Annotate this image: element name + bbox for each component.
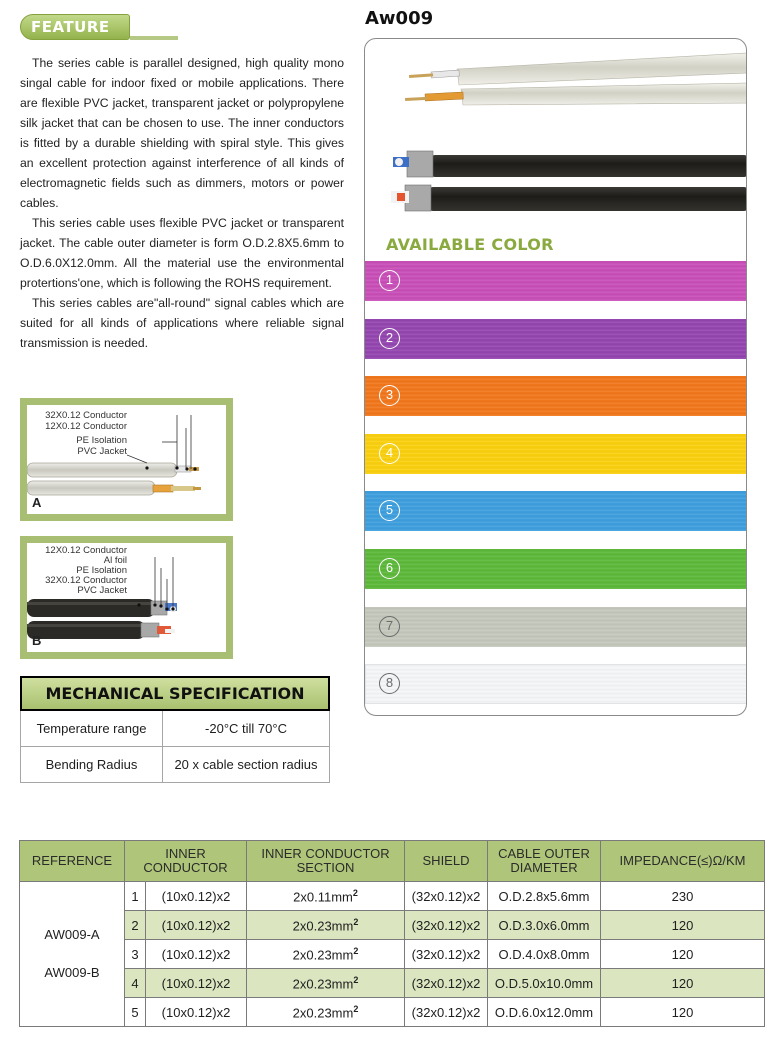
cable-spec-table <box>19 840 765 1027</box>
shield-cell <box>405 911 488 940</box>
shield-cell <box>405 882 488 911</box>
mech-row <box>20 711 330 747</box>
conductor-section-cell <box>247 969 405 998</box>
inner-conductor-cell <box>146 940 247 969</box>
mech-row <box>20 747 330 783</box>
row-number-value: 2 <box>131 917 139 933</box>
outer-diameter-cell <box>488 911 601 940</box>
row-number-value: 1 <box>131 888 139 904</box>
mechanical-spec-table <box>20 676 330 783</box>
mech-label: Bending Radius <box>21 747 163 782</box>
outer-diameter-value: O.D.6.0x12.0mm <box>494 1004 594 1020</box>
row-number-cell <box>125 882 146 911</box>
color-number-badge: 4 <box>379 443 400 464</box>
inner-conductor-value: (10x0.12)x2 <box>161 975 231 991</box>
cable-diagram-a <box>20 398 233 521</box>
feature-paragraph: This series cable uses flexible PVC jacket or transparent jacket. The cable outer diameter is form O.D.2.8X5.6mm to O.D.6.0X12.0mm. All the material use the environmental protertions'one, which is following the ROHS requirement. <box>20 216 344 290</box>
color-number-badge: 6 <box>379 558 400 579</box>
shield-cell <box>405 969 488 998</box>
impedance-cell <box>601 882 765 911</box>
outer-diameter-value: O.D.2.8x5.6mm <box>498 888 590 904</box>
outer-diameter-value: O.D.5.0x10.0mm <box>494 975 594 991</box>
outer-diameter-cell <box>488 998 601 1027</box>
impedance-cell <box>601 940 765 969</box>
shield-value: (32x0.12)x2 <box>411 1004 481 1020</box>
row-number-value: 4 <box>131 975 139 991</box>
outer-diameter-cell <box>488 969 601 998</box>
conductor-section-cell <box>247 998 405 1027</box>
impedance-cell <box>601 969 765 998</box>
row-number-cell <box>125 911 146 940</box>
color-number-badge: 2 <box>379 328 400 349</box>
color-number-badge: 8 <box>379 673 400 694</box>
conductor-section-value: 2x0.23mm <box>292 1005 354 1021</box>
feature-description <box>20 53 344 353</box>
conductor-section-cell <box>247 940 405 969</box>
available-color-heading: AVAILABLE COLOR <box>386 235 554 254</box>
inner-conductor-value: (10x0.12)x2 <box>161 917 231 933</box>
shield-value: (32x0.12)x2 <box>411 975 481 991</box>
inner-conductor-value: (10x0.12)x2 <box>161 946 231 962</box>
row-number-cell <box>125 969 146 998</box>
color-swatch-1 <box>365 261 747 301</box>
diagram-letter: B <box>32 633 42 648</box>
inner-conductor-value: (10x0.12)x2 <box>161 888 231 904</box>
row-number-cell <box>125 998 146 1027</box>
conductor-section-value: 2x0.23mm <box>292 976 354 992</box>
impedance-cell <box>601 911 765 940</box>
inner-conductor-cell <box>146 882 247 911</box>
color-swatch-4 <box>365 434 747 474</box>
header-shield: SHIELD <box>405 841 488 882</box>
row-number-cell <box>125 940 146 969</box>
color-number-badge: 5 <box>379 500 400 521</box>
cable-b-callouts <box>31 546 127 596</box>
outer-diameter-cell <box>488 882 601 911</box>
header-conductor-section: INNER CONDUCTOR SECTION <box>247 841 405 882</box>
impedance-value: 230 <box>671 888 694 904</box>
inner-conductor-cell <box>146 911 247 940</box>
inner-conductor-value: (10x0.12)x2 <box>161 1004 231 1020</box>
unit-superscript: 2 <box>353 945 359 956</box>
mech-value: -20°C till 70°C <box>205 721 287 736</box>
reference-cell <box>20 882 125 1027</box>
conductor-section-value: 2x0.11mm <box>293 889 353 905</box>
cable-product-photo <box>365 39 747 229</box>
callout-label: PE Isolation <box>76 565 127 576</box>
color-number-badge: 3 <box>379 385 400 406</box>
table-row <box>20 998 765 1027</box>
table-row <box>20 882 765 911</box>
color-number-badge: 1 <box>379 270 400 291</box>
feature-paragraph: This series cables are"all-round" signal cables which are suited for all kinds of applications where reliable signal transmission is needed. <box>20 296 344 350</box>
header-reference: REFERENCE <box>20 841 125 882</box>
conductor-section-value: 2x0.23mm <box>292 947 354 963</box>
cable-a-callouts <box>31 410 127 457</box>
mech-label: Temperature range <box>21 711 163 746</box>
unit-superscript: 2 <box>353 916 359 927</box>
diagram-letter: A <box>32 495 42 510</box>
mechanical-spec-title: MECHANICAL SPECIFICATION <box>20 676 330 711</box>
outer-diameter-value: O.D.3.0x6.0mm <box>498 917 590 933</box>
outer-diameter-cell <box>488 940 601 969</box>
callout-label: PE Isolation <box>76 435 127 446</box>
inner-conductor-cell <box>146 998 247 1027</box>
conductor-section-cell <box>247 911 405 940</box>
callout-label: 32X0.12 Conductor <box>45 410 127 421</box>
inner-conductor-cell <box>146 969 247 998</box>
color-swatch-3 <box>365 376 747 416</box>
shield-cell <box>405 940 488 969</box>
header-outer-diameter: CABLE OUTER DIAMETER <box>488 841 601 882</box>
shield-value: (32x0.12)x2 <box>411 917 481 933</box>
feature-heading: FEATURE <box>31 18 110 36</box>
outer-diameter-value: O.D.4.0x8.0mm <box>498 946 590 962</box>
reference-code: AW009-B <box>44 965 100 980</box>
callout-label: 32X0.12 Conductor <box>45 575 127 586</box>
callout-label: 12X0.12 Conductor <box>45 545 127 556</box>
color-swatch-2 <box>365 319 747 359</box>
row-number-value: 5 <box>131 1004 139 1020</box>
spec-table-body <box>20 882 765 1027</box>
unit-superscript: 2 <box>353 1003 359 1014</box>
conductor-section-cell <box>247 882 405 911</box>
cable-diagram-b <box>20 536 233 659</box>
table-row <box>20 969 765 998</box>
impedance-value: 120 <box>671 946 694 962</box>
impedance-cell <box>601 998 765 1027</box>
shield-value: (32x0.12)x2 <box>411 946 481 962</box>
header-impedance: IMPEDANCE(≤)Ω/KM <box>601 841 765 882</box>
callout-label: 12X0.12 Conductor <box>45 421 127 432</box>
color-swatch-5 <box>365 491 747 531</box>
color-swatch-8 <box>365 664 747 704</box>
table-row <box>20 940 765 969</box>
feature-paragraph: The series cable is parallel designed, high quality mono singal cable for indoor fixed or mobile applications. There are flexible PVC jacket, transparent jacket or polypropylene silk jacket that can be chosen to use. The inner conductors is fitted by a durable shielding with spiral style. This gives an excellent protection against interference of all kinds of electromagnetic fields such as dimmers, motors or power cables. <box>20 56 344 210</box>
shield-cell <box>405 998 488 1027</box>
table-row <box>20 911 765 940</box>
callout-label: PVC Jacket <box>77 585 127 596</box>
callout-label: PVC Jacket <box>77 446 127 457</box>
product-title: Aw009 <box>365 8 434 29</box>
impedance-value: 120 <box>671 975 694 991</box>
impedance-value: 120 <box>671 1004 694 1020</box>
conductor-section-value: 2x0.23mm <box>292 918 354 934</box>
shield-value: (32x0.12)x2 <box>411 888 481 904</box>
color-swatch-6 <box>365 549 747 589</box>
impedance-value: 120 <box>671 917 694 933</box>
mech-value: 20 x cable section radius <box>174 757 318 772</box>
row-number-value: 3 <box>131 946 139 962</box>
feature-divider <box>130 36 178 40</box>
callout-label: Al foil <box>103 555 127 566</box>
feature-heading-tab <box>20 14 130 40</box>
color-number-badge: 7 <box>379 616 400 637</box>
color-panel <box>364 38 747 716</box>
unit-superscript: 2 <box>352 887 358 898</box>
color-swatch-7 <box>365 607 747 647</box>
header-inner-conductor: INNER CONDUCTOR <box>125 841 247 882</box>
reference-code: AW009-A <box>44 927 100 942</box>
unit-superscript: 2 <box>353 974 359 985</box>
